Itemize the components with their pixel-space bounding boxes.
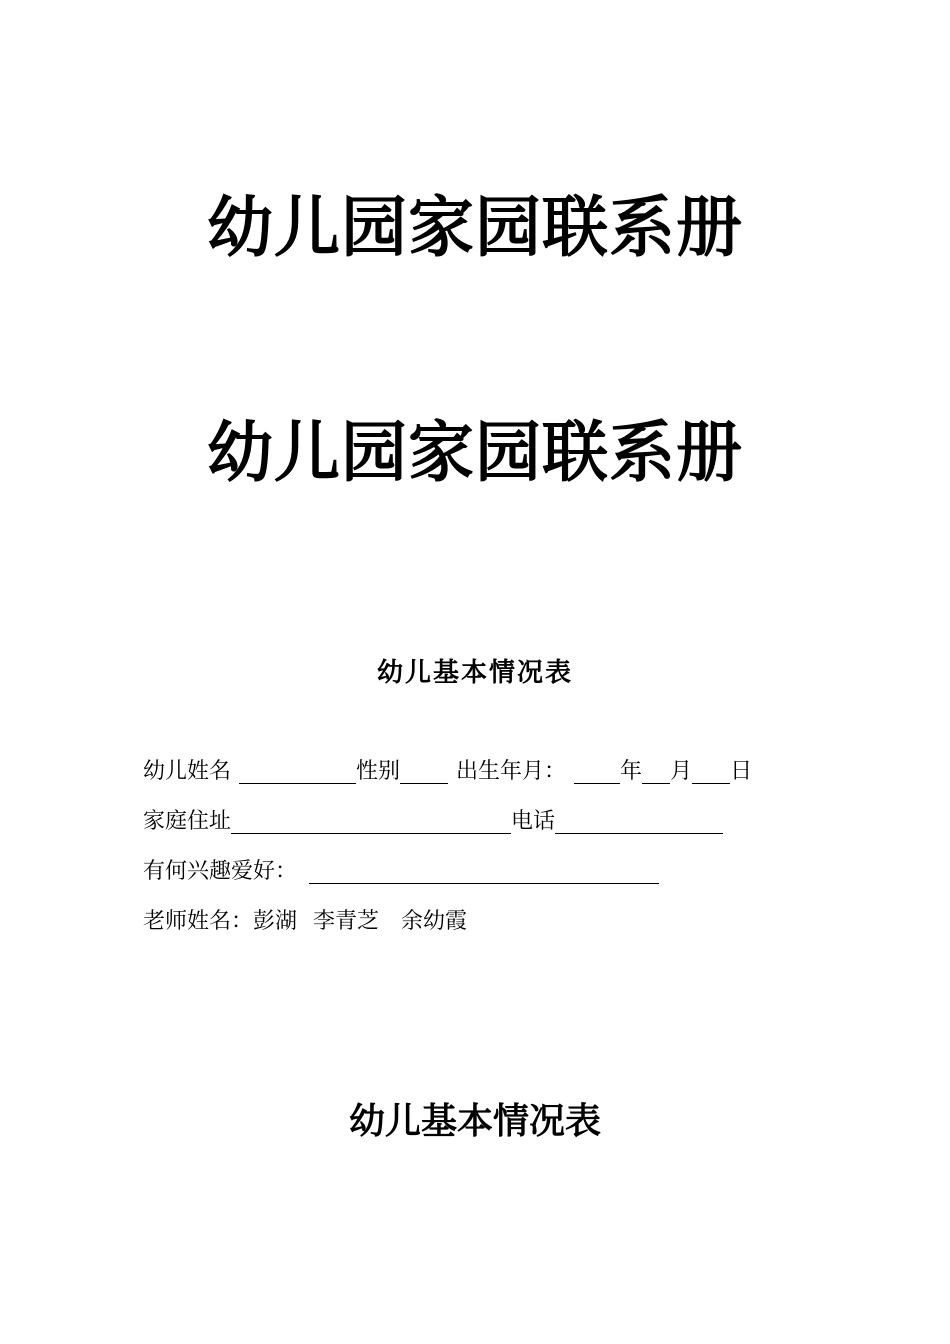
teacher-name: 余幼霞 (401, 909, 468, 934)
hobby-label: 有何兴趣爱好： (143, 859, 298, 884)
year-label: 年 (620, 759, 643, 784)
child-info-row (143, 757, 752, 787)
document-title: 幼儿园家园联系册 (207, 189, 743, 266)
teacher-name: 李青芝 (313, 909, 380, 934)
child-name-label: 幼儿姓名 (143, 759, 232, 784)
birth-day-field[interactable] (692, 759, 730, 784)
teacher-name: 彭湖 (253, 909, 298, 934)
address-row (143, 807, 723, 837)
phone-field[interactable] (555, 809, 723, 834)
hobby-row (143, 857, 659, 887)
birth-month-field[interactable] (642, 759, 670, 784)
teacher-row (143, 907, 467, 937)
child-name-field[interactable] (239, 759, 356, 784)
day-label: 日 (730, 759, 753, 784)
phone-label: 电话 (511, 809, 556, 834)
document-title-repeat: 幼儿园家园联系册 (207, 414, 743, 491)
section-heading: 幼儿基本情况表 (376, 658, 573, 688)
gender-label: 性别 (356, 759, 401, 784)
birth-label: 出生年月： (456, 759, 567, 784)
address-field[interactable] (231, 809, 511, 834)
teacher-label: 老师姓名： (143, 909, 254, 934)
gender-field[interactable] (400, 759, 448, 784)
month-label: 月 (670, 759, 693, 784)
hobby-field[interactable] (309, 859, 659, 884)
birth-year-field[interactable] (574, 759, 620, 784)
section-heading-repeat: 幼儿基本情况表 (348, 1101, 601, 1142)
address-label: 家庭住址 (143, 809, 232, 834)
